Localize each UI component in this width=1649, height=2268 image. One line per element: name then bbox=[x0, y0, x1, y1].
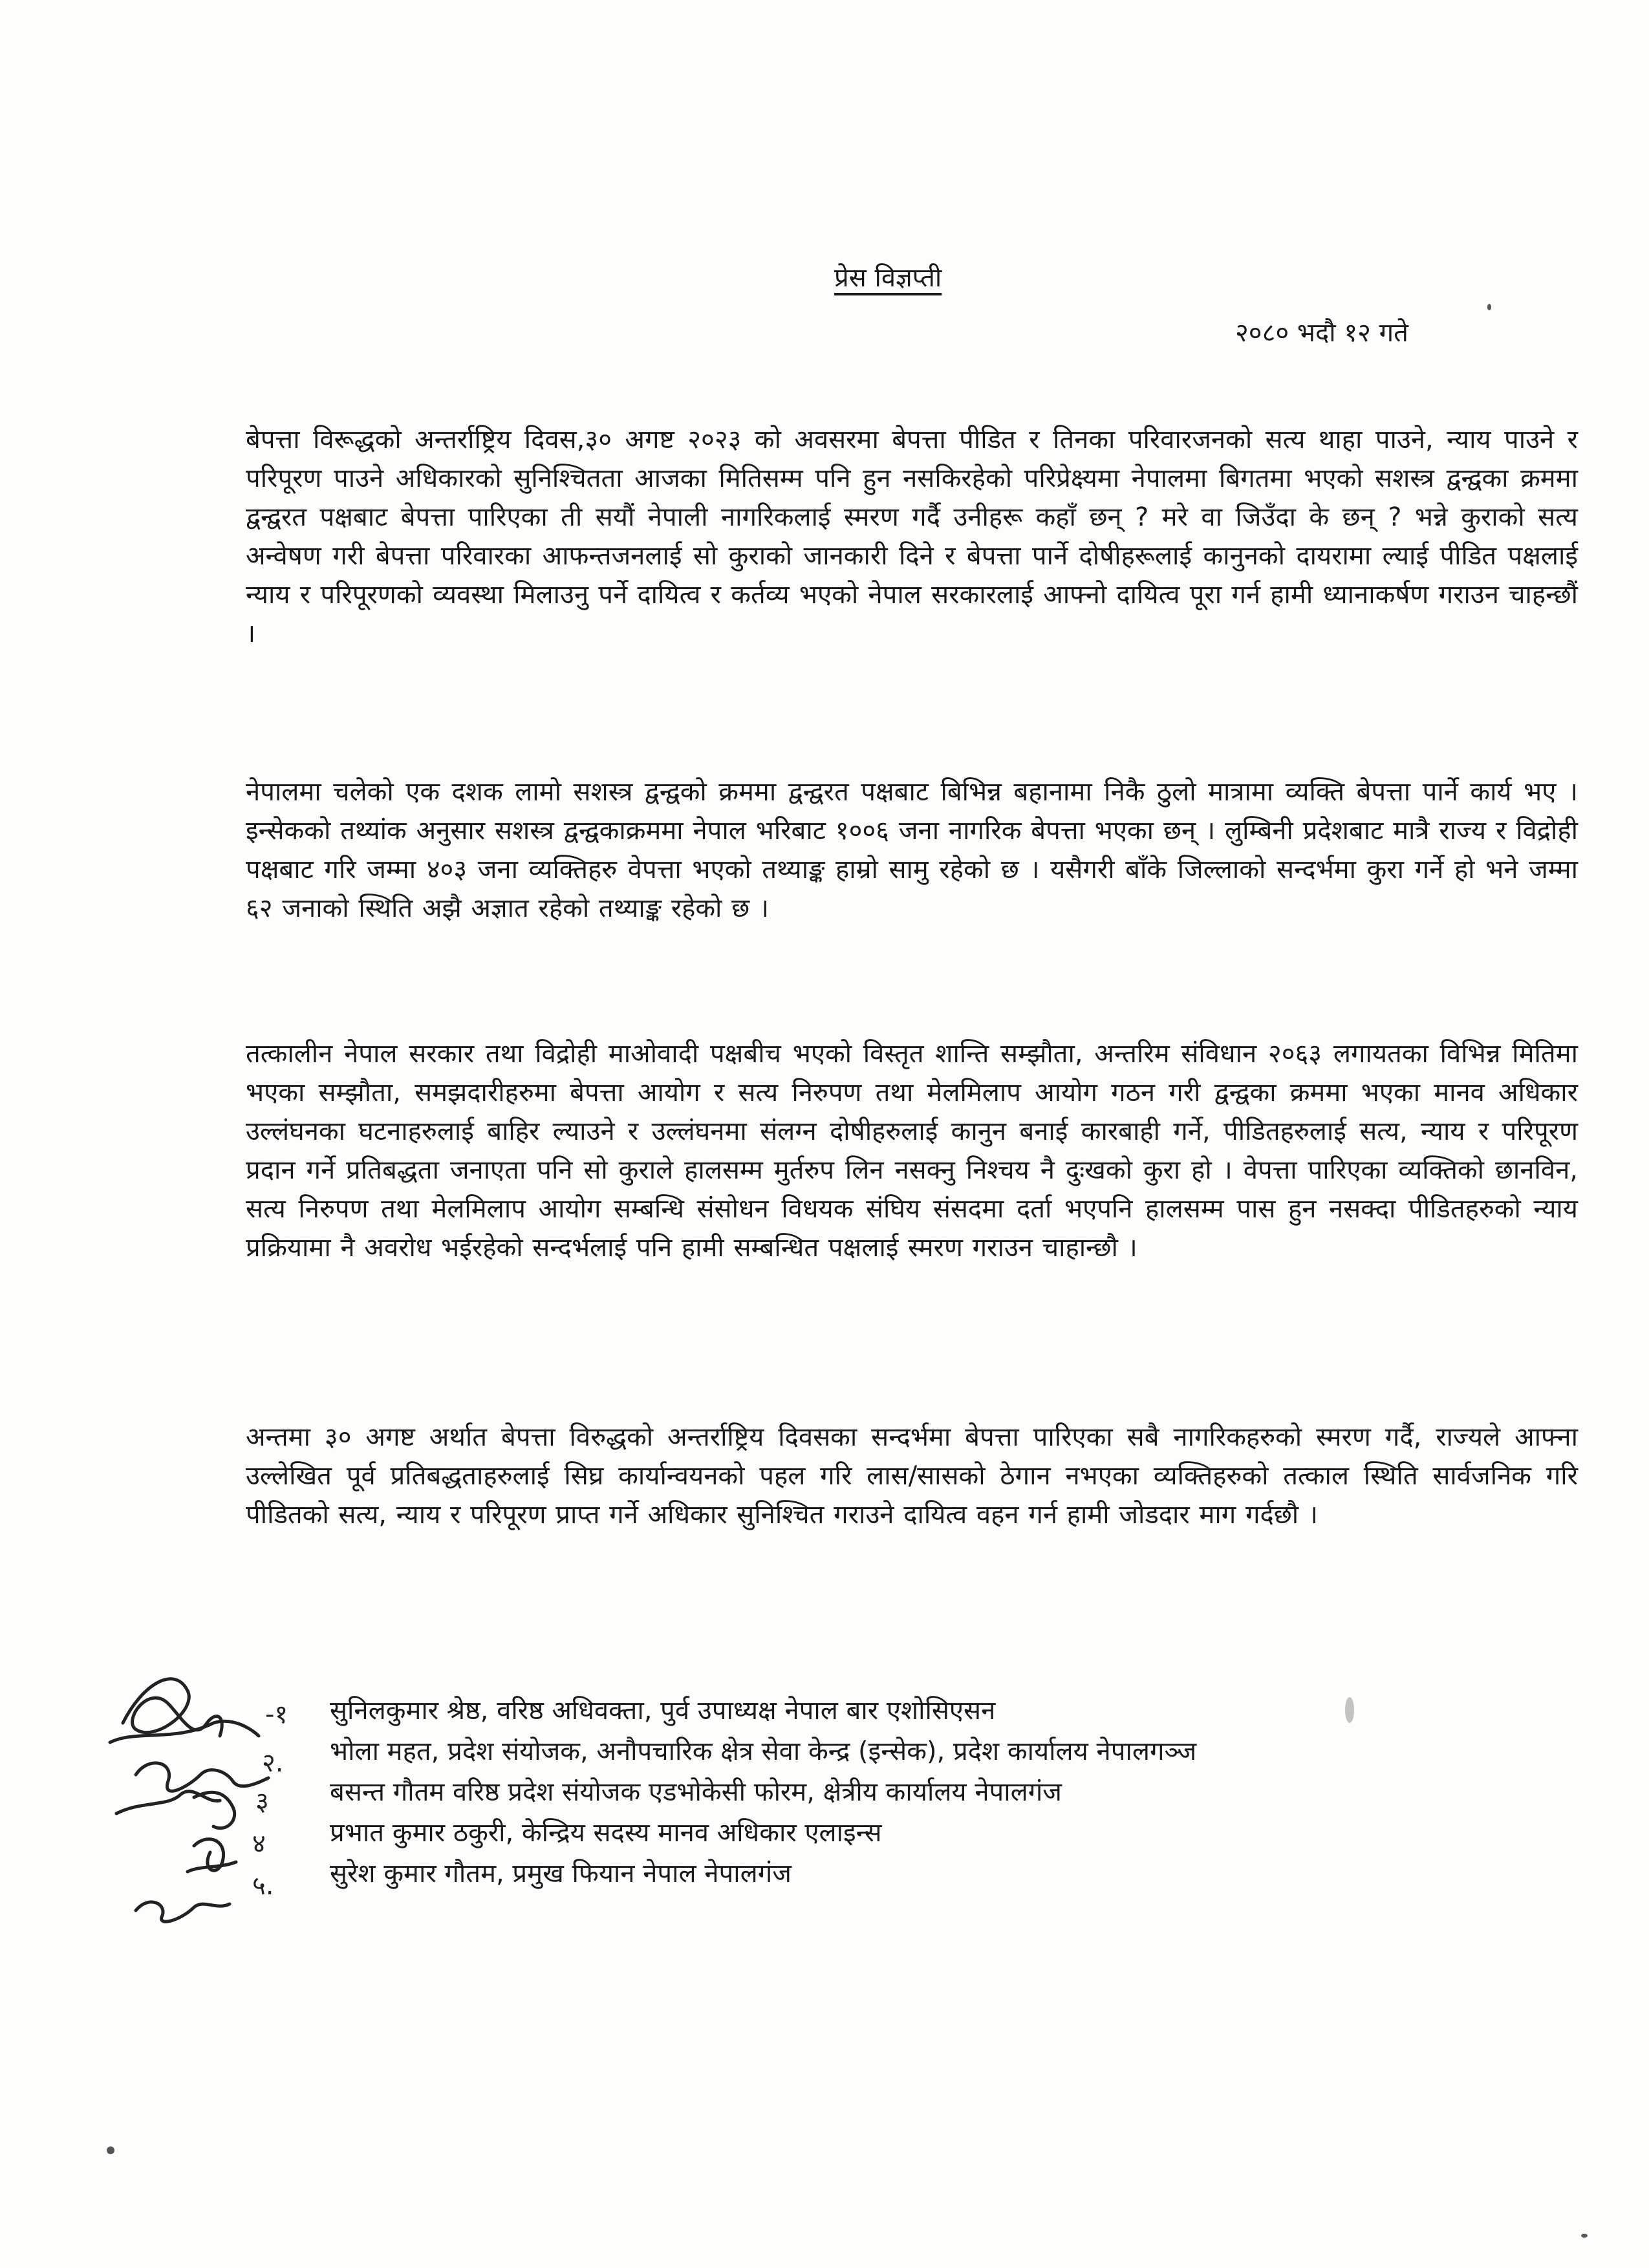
paragraph-statistics: नेपालमा चलेको एक दशक लामो सशस्त्र द्वन्द्वको क्रममा द्वन्द्वरत पक्षबाट बिभिन्न बहानामा निकै ठुलो मात्रामा व्यक्ति बेपत्ता पार्ने कार्य भए । इन्सेकको तथ्यांक अनुसार सशस्त्र द्वन्द्वकाक्रममा नेपाल भरिबाट १००६ जना नागरिक बेपत्ता भएका छन् । लुम्बिनी प्रदेशबाट मात्रै राज्य र विद्रोही पक्षबाट गरि जम्मा ४०३ जना व्यक्तिहरु वेपत्ता भएको तथ्याङ्क हाम्रो सामु रहेको छ । यसैगरी बाँके जिल्लाको सन्दर्भमा कुरा गर्ने हो भने जम्मा ६२ जनाको स्थिति अझै अज्ञात रहेको तथ्याङ्क रहेको छ । bbox=[246, 777, 1578, 923]
signatory-5: सुरेश कुमार गौतम, प्रमुख फियान नेपाल नेपालगंज bbox=[330, 1859, 792, 1888]
signatory-2: भोला महत, प्रदेश संयोजक, अनौपचारिक क्षेत्र सेवा केन्द्र (इन्सेक), प्रदेश कार्यालय नेपालगञ्ज bbox=[330, 1737, 1197, 1766]
signature-mark-1: -१ bbox=[265, 1700, 288, 1729]
document-date: २०८० भदौ १२ गते bbox=[1235, 318, 1408, 348]
signatories-list bbox=[330, 1691, 1196, 1894]
paragraph-commitments: तत्कालीन नेपाल सरकार तथा विद्रोही माओवादी पक्षबीच भएको विस्तृत शान्ति सम्झौता, अन्तरिम संविधान २०६३ लगायतका विभिन्न मितिमा भएका सम्झौता, समझदारीहरुमा बेपत्ता आयोग र सत्य निरुपण तथा मेलमिलाप आयोग गठन गरी द्वन्द्वका क्रममा भएका मानव अधिकार उल्लंघनका घटनाहरुलाई बाहिर ल्याउने र उल्लंघनमा संलग्न दोषीहरुलाई कानुन बनाई कारबाही गर्ने, पीडितहरुलाई सत्य, न्याय र परिपूरण प्रदान गर्ने प्रतिबद्धता जनाएता पनि सो कुराले हालसम्म मुर्तरुप लिन नसक्नु निश्चय नै दुःखको कुरा हो । वेपत्ता पारिएका व्यक्तिको छानविन, सत्य निरुपण तथा मेलमिलाप आयोग सम्बन्धि संसोधन विधयक संघिय संसदमा दर्ता भएपनि हालसम्म पास हुन नसक्दा पीडितहरुको न्याय प्रक्रियामा नै अवरोध भईरहेको सन्दर्भलाई पनि हामी सम्बन्धित पक्षलाई स्मरण गराउन चाहान्छौ । bbox=[246, 1039, 1578, 1263]
signatory-4: प्रभात कुमार ठकुरी, केन्द्रिय सदस्य मानव अधिकार एलाइन्स bbox=[330, 1818, 882, 1848]
signature-mark-3: ३ bbox=[255, 1787, 269, 1817]
signature-mark-2: २. bbox=[262, 1748, 284, 1778]
handwritten-signatures bbox=[97, 1645, 330, 1943]
scan-speck bbox=[1581, 2234, 1588, 2238]
paragraph-intro: बेपत्ता विरूद्धको अन्तर्राष्ट्रिय दिवस,३० अगष्ट २०२३ को अवसरमा बेपत्ता पीडित र तिनका परिवारजनको सत्य थाहा पाउने, न्याय पाउने र परिपूरण पाउने अधिकारको सुनिश्चितता आजका मितिसम्म पनि हुन नसकिरहेको परिप्रेक्ष्यमा नेपालमा बिगतमा भएको सशस्त्र द्वन्द्वका क्रममा द्वन्द्वरत पक्षबाट बेपत्ता पारिएका ती सयौं नेपाली नागरिकलाई स्मरण गर्दै उनीहरू कहाँ छन् ? मरे वा जिउँदा के छन् ? भन्ने कुराको सत्य अन्वेषण गरी बेपत्ता परिवारका आफन्तजनलाई सो कुराको जानकारी दिने र बेपत्ता पार्ने दोषीहरूलाई कानुनको दायरामा ल्याई पीडित पक्षलाई न्याय र परिपूरणको व्यवस्था मिलाउनु पर्ने दायित्व र कर्तव्य भएको नेपाल सरकारलाई आफ्नो दायित्व पूरा गर्न हामी ध्यानाकर्षण गराउन चाहन्छौं । bbox=[246, 425, 1578, 648]
document-title: प्रेस विज्ञप्ती bbox=[834, 263, 942, 293]
paragraph-demand: अन्तमा ३० अगष्ट अर्थात बेपत्ता विरुद्धको अन्तर्राष्ट्रिय दिवसका सन्दर्भमा बेपत्ता पारिएका सबै नागरिकहरुको स्मरण गर्दै, राज्यले आफ्ना उल्लेखित पूर्व प्रतिबद्धताहरुलाई सिघ्र कार्यान्वयनको पहल गरि लास/सासको ठेगान नभएका व्यक्तिहरुको तत्काल स्थिति सार्वजनिक गरि पीडितको सत्य, न्याय र परिपूरण प्राप्त गर्ने अधिकार सुनिश्चित गराउने दायित्व वहन गर्न हामी जोडदार माग गर्दछौ । bbox=[246, 1422, 1578, 1530]
signature-mark-5: ५. bbox=[252, 1871, 274, 1901]
signatory-3: बसन्त गौतम वरिष्ठ प्रदेश संयोजक एडभोकेसी फोरम, क्षेत्रीय कार्यालय नेपालगंज bbox=[330, 1777, 1062, 1807]
scan-speck bbox=[1345, 1697, 1354, 1723]
signatory-1: सुनिलकुमार श्रेष्ठ, वरिष्ठ अधिवक्ता, पुर्व उपाध्यक्ष नेपाल बार एशोसिएसन bbox=[330, 1696, 996, 1726]
scan-speck bbox=[107, 2146, 114, 2154]
signature-mark-4: ४ bbox=[252, 1829, 266, 1859]
scan-speck bbox=[1487, 304, 1491, 310]
